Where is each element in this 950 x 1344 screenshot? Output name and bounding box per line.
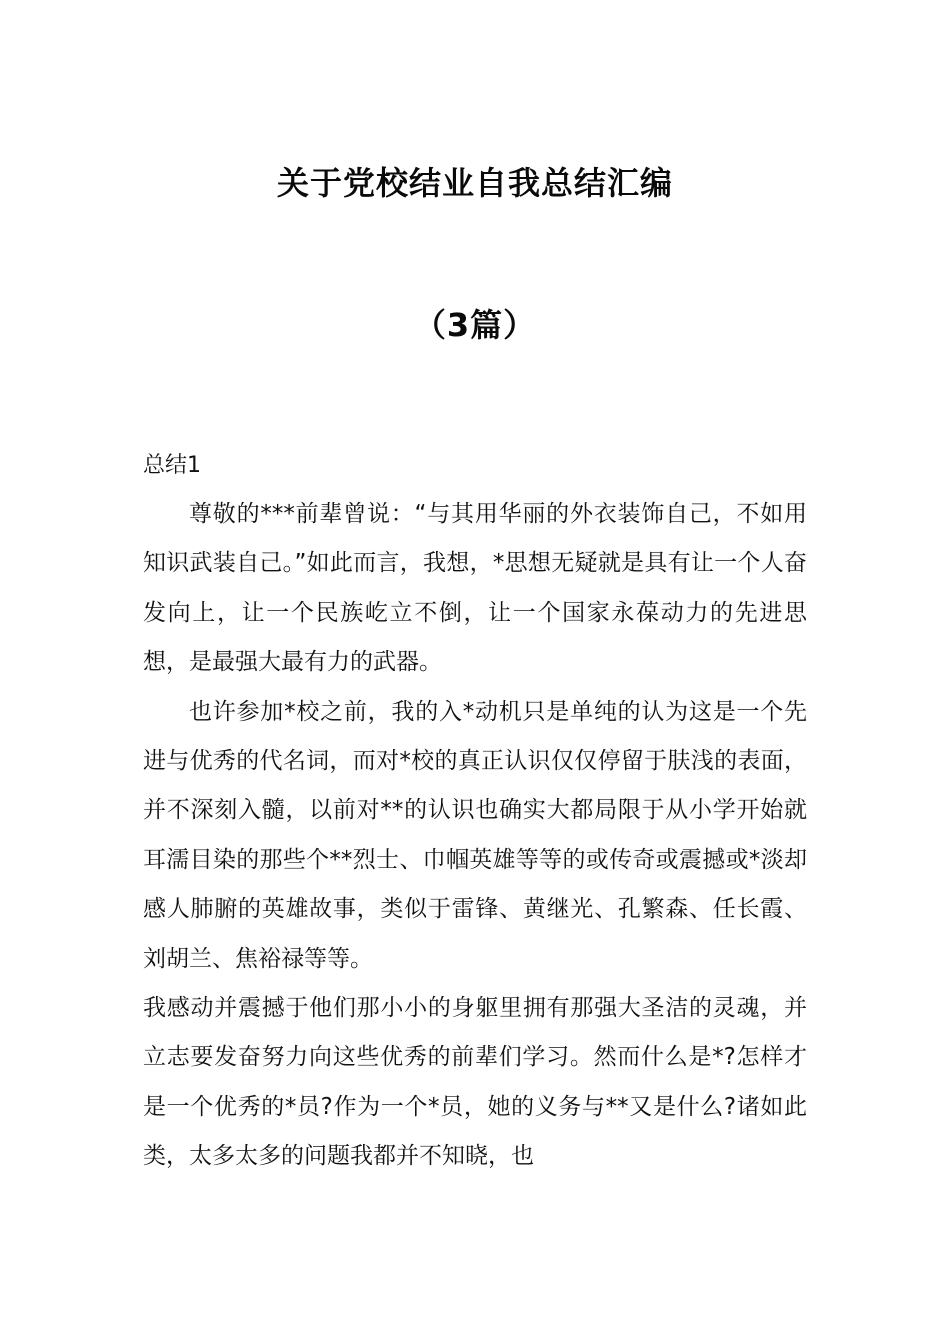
paragraph: 尊敬的***前辈曾说：“与其用华丽的外衣装饰自己，不如用知识武装自己。”如此而言，我想，*思想无疑就是具有让一个人奋发向上，让一个民族屹立不倒，让一个国家永葆动力的先进思想，是最强大最有力的武器。 xyxy=(143,501,807,676)
paragraph: 也许参加*校之前，我的入*动机只是单纯的认为这是一个先进与优秀的代名词，而对*校的真正认识仅仅停留于肤浅的表面，并不深刻入髓，以前对**的认识也确实大都局限于从小学开始就耳濡目染的那些个**烈士、巾帼英雄等等的或传奇或震撼或*淡却感人肺腑的英雄故事，类似于雷锋、黄继光、孔繁森、任长霞、刘胡兰、焦裕禄等等。 xyxy=(143,698,807,972)
document-subtitle: （3篇） xyxy=(413,306,537,344)
paragraph: 我感动并震撼于他们那小小的身躯里拥有那强大圣洁的灵魂，并立志要发奋努力向这些优秀的前辈们学习。然而什么是*?怎样才是一个优秀的*员?作为一个*员，她的义务与**又是什么?诸如此类，太多太多的问题我都并不知晓，也 xyxy=(143,995,807,1170)
section-heading: 总结1 xyxy=(143,453,201,478)
document-body xyxy=(143,490,807,1182)
document-title: 关于党校结业自我总结汇编 xyxy=(276,164,673,202)
